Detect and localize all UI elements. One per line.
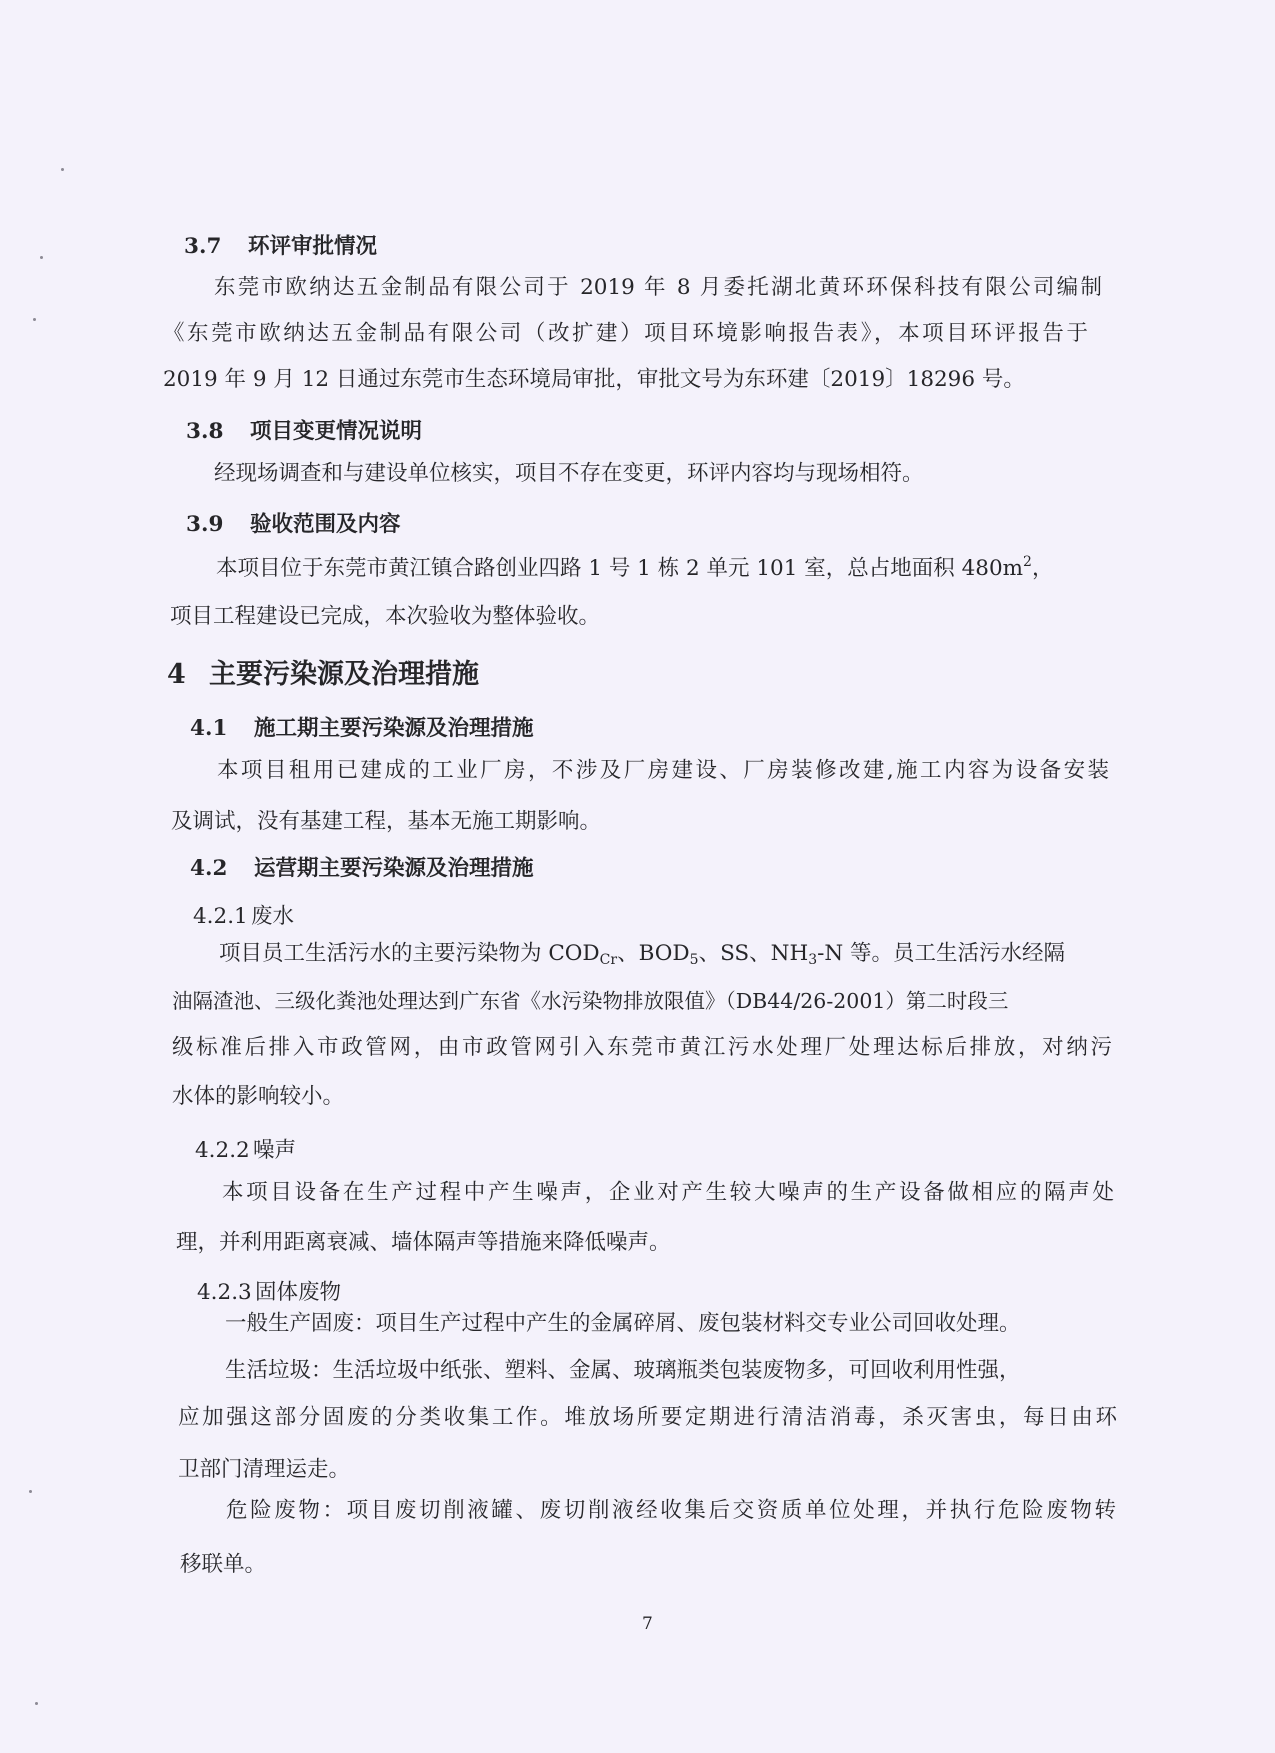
text-run: 、SS、NH bbox=[698, 941, 809, 966]
paragraph-line: 项目工程建设已完成，本次验收为整体验收。 bbox=[170, 604, 601, 629]
paragraph-line: 本项目设备在生产过程中产生噪声，企业对产生较大噪声的生产设备做相应的隔声处 bbox=[222, 1180, 1114, 1205]
section-heading-3-9 bbox=[186, 512, 401, 538]
text-run: ， bbox=[1031, 556, 1054, 581]
subsection-heading-4-2-3 bbox=[197, 1280, 341, 1306]
paragraph-line: 生活垃圾：生活垃圾中纸张、塑料、金属、玻璃瓶类包装废物多，可回收利用性强， bbox=[225, 1358, 1021, 1383]
section-number: 4.2 bbox=[190, 856, 228, 881]
scan-speck bbox=[29, 1490, 32, 1493]
paragraph-line: 移联单。 bbox=[180, 1552, 267, 1577]
paragraph-line: 一般生产固废：项目生产过程中产生的金属碎屑、废包装材料交专业公司回收处理。 bbox=[225, 1311, 1021, 1336]
paragraph-line: 本项目租用已建成的工业厂房，不涉及厂房建设、厂房装修改建,施工内容为设备安装 bbox=[217, 758, 1109, 783]
paragraph-line: 油隔渣池、三级化粪池处理达到广东省《水污染物排放限值》（DB44/26-2001）第二时段三 bbox=[172, 989, 1009, 1013]
subsection-heading-4-2-2 bbox=[195, 1138, 296, 1164]
section-number: 3.9 bbox=[186, 512, 224, 537]
subscript: 3 bbox=[808, 952, 818, 968]
paragraph-line: 危险废物：项目废切削液罐、废切削液经收集后交资质单位处理，并执行危险废物转 bbox=[226, 1498, 1116, 1523]
section-heading-4-1 bbox=[190, 716, 534, 742]
paragraph-line: 应加强这部分固废的分类收集工作。堆放场所要定期进行清洁消毒，杀灭害虫，每日由环 bbox=[178, 1405, 1117, 1430]
subscript: Cr bbox=[599, 952, 618, 968]
scan-speck bbox=[33, 318, 36, 321]
paragraph-line: 《东莞市欧纳达五金制品有限公司（改扩建）项目环境影响报告表》，本项目环评报告于 bbox=[163, 321, 1088, 346]
scan-speck bbox=[61, 168, 64, 171]
chapter-heading-4 bbox=[167, 658, 479, 692]
section-number: 3.8 bbox=[186, 419, 224, 444]
subsection-number: 4.2.1 bbox=[193, 904, 248, 929]
paragraph-line: 水体的影响较小。 bbox=[172, 1084, 345, 1109]
text-run: -N 等。员工生活污水经隔 bbox=[817, 941, 1066, 966]
superscript: 2 bbox=[1023, 554, 1032, 570]
text-run: 项目员工生活污水的主要污染物为 COD bbox=[219, 941, 600, 966]
page-number: 7 bbox=[642, 1614, 653, 1634]
subscript: 5 bbox=[689, 952, 699, 968]
section-number: 4.1 bbox=[190, 716, 228, 741]
paragraph-line: 东莞市欧纳达五金制品有限公司于 2019 年 8 月委托湖北黄环环保科技有限公司编制 bbox=[214, 275, 1102, 300]
section-heading-4-2 bbox=[190, 856, 534, 882]
chapter-title: 主要污染源及治理措施 bbox=[209, 659, 479, 690]
subsection-number: 4.2.2 bbox=[195, 1138, 250, 1163]
text-run: 、BOD bbox=[617, 941, 690, 966]
section-title: 运营期主要污染源及治理措施 bbox=[254, 856, 534, 881]
text-run: 本项目位于东莞市黄江镇合路创业四路 1 号 1 栋 2 单元 101 室，总占地面积 480m bbox=[216, 556, 1024, 581]
paragraph-line: 及调试，没有基建工程，基本无施工期影响。 bbox=[171, 809, 602, 834]
section-heading-3-7 bbox=[184, 234, 377, 260]
paragraph-line: 2019 年 9 月 12 日通过东莞市生态环境局审批，审批文号为东环建〔2019〕18296 号。 bbox=[163, 367, 1025, 392]
subsection-title: 固体废物 bbox=[255, 1280, 342, 1305]
paragraph-line bbox=[216, 556, 1053, 582]
scan-speck bbox=[35, 1702, 38, 1705]
paragraph-line: 卫部门清理运走。 bbox=[178, 1457, 351, 1482]
section-title: 验收范围及内容 bbox=[250, 512, 401, 537]
subsection-heading-4-2-1 bbox=[193, 904, 294, 930]
chapter-number: 4 bbox=[167, 659, 186, 690]
subsection-title: 噪声 bbox=[253, 1138, 297, 1163]
section-number: 3.7 bbox=[184, 234, 222, 259]
subsection-title: 废水 bbox=[251, 904, 295, 929]
subsection-number: 4.2.3 bbox=[197, 1280, 252, 1305]
section-title: 环评审批情况 bbox=[248, 234, 378, 259]
section-title: 项目变更情况说明 bbox=[250, 419, 423, 444]
paragraph-line: 级标准后排入市政管网，由市政管网引入东莞市黄江污水处理厂处理达标后排放，对纳污 bbox=[172, 1035, 1112, 1060]
paragraph-line bbox=[219, 941, 1065, 967]
section-title: 施工期主要污染源及治理措施 bbox=[254, 716, 534, 741]
paragraph-line: 经现场调查和与建设单位核实，项目不存在变更，环评内容均与现场相符。 bbox=[214, 461, 924, 486]
section-heading-3-8 bbox=[186, 419, 422, 445]
scan-speck bbox=[40, 256, 43, 259]
paragraph-line: 理，并利用距离衰减、墙体隔声等措施来降低噪声。 bbox=[176, 1230, 671, 1255]
